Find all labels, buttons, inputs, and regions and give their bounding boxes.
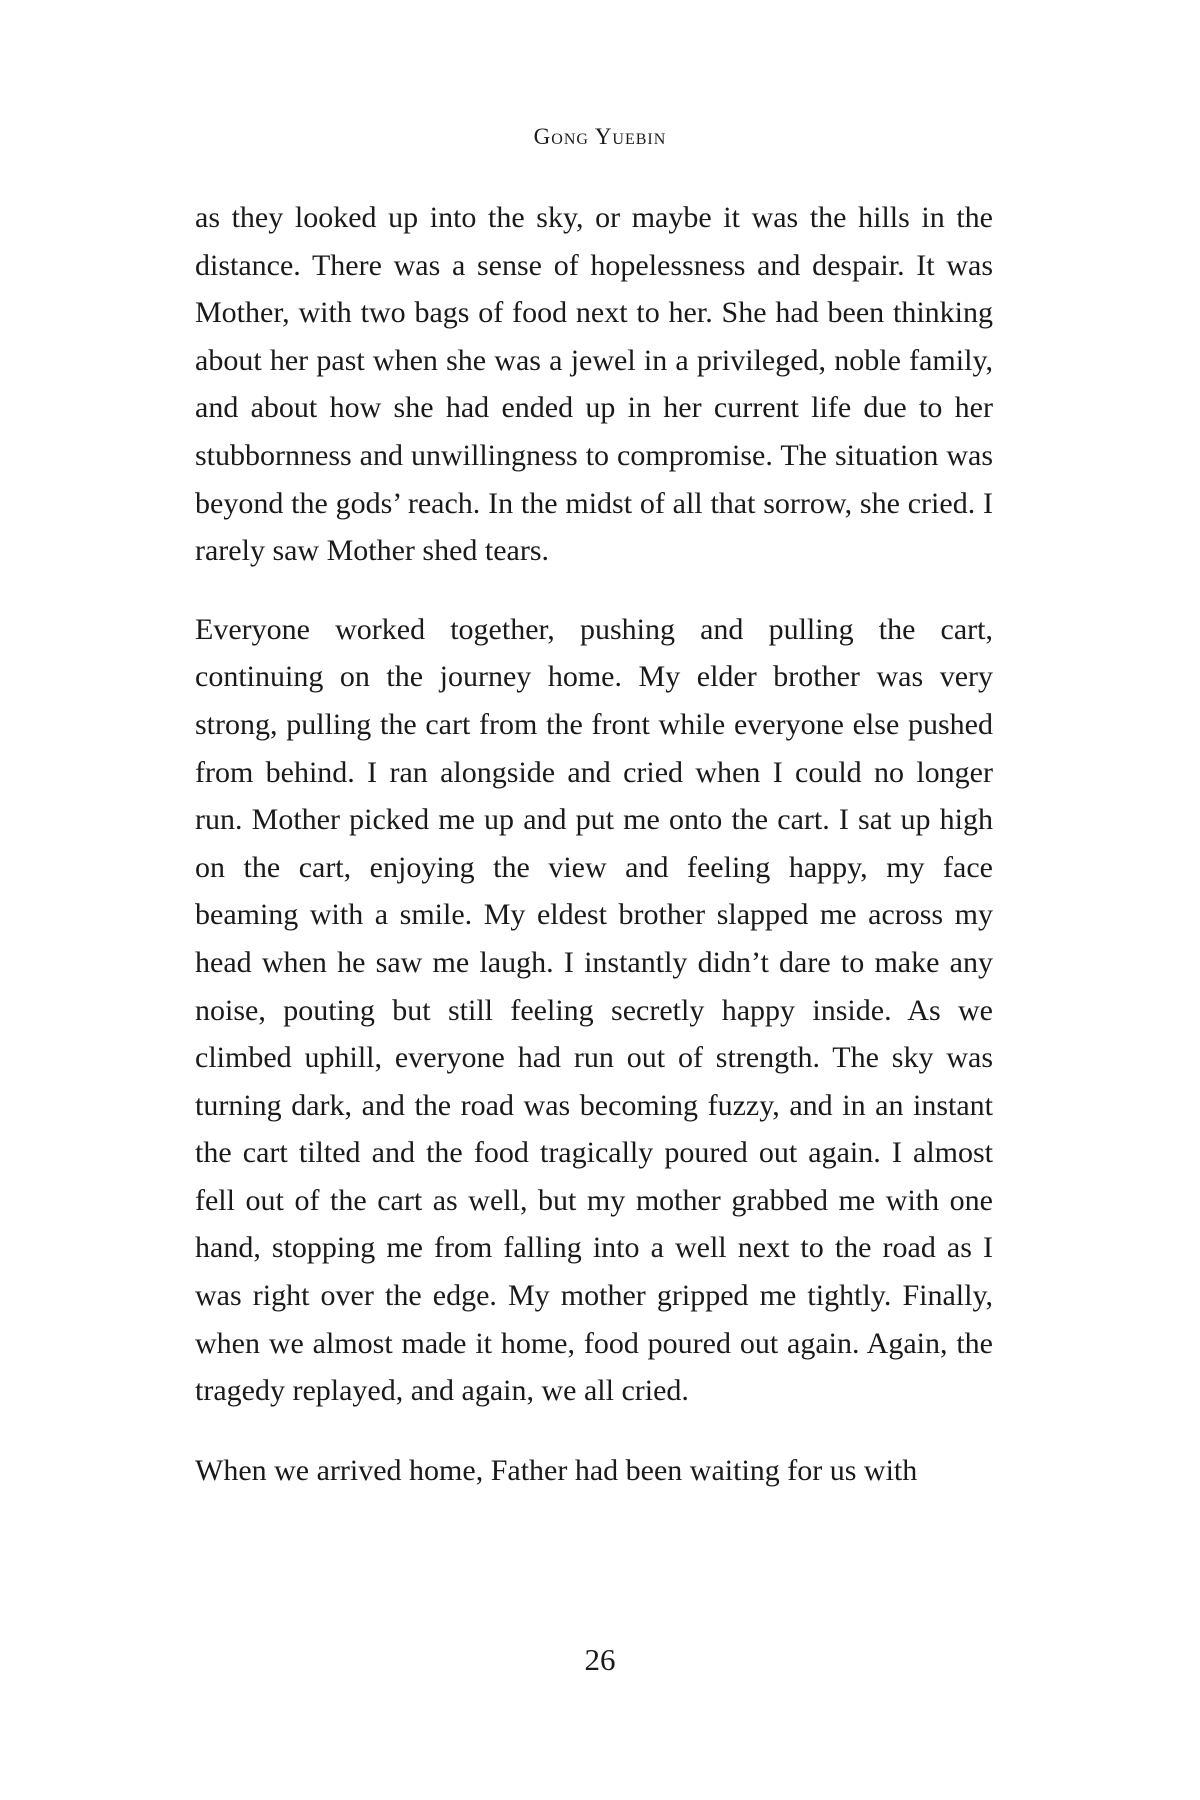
paragraph: Everyone worked together, pushing and pulling the cart, continuing on the journey home. My elder brother was very strong, pulling the cart from the front while everyone else pushed from behind. I ran alongside and cried when I could no longer run. Mother picked me up and put me onto the cart. I sat up high on the cart, enjoying the view and feeling happy, my face beaming with a smile. My eldest brother slapped me across my head when he saw me laugh. I instantly didn’t dare to make any noise, pouting but still feeling secretly happy inside. As we climbed uphill, everyone had run out of strength. The sky was turning dark, and the road was becoming fuzzy, and in an instant the cart tilted and the food tragically poured out again. I almost fell out of the cart as well, but my mother grabbed me with one hand, stopping me from falling into a well next to the road as I was right over the edge. My mother gripped me tightly. Finally, when we almost made it home, food poured out again. Again, the tragedy replayed, and again, we all cried. <box>195 612 993 1408</box>
page-number: 26 <box>584 1642 616 1677</box>
body-text <box>195 194 993 1494</box>
paragraph: as they looked up into the sky, or maybe it was the hills in the distance. There was a sense of hopelessness and despair. It was Mother, with two bags of food next to her. She had been thinking about her past when she was a jewel in a privileged, noble family, and about how she had ended up in her current life due to her stubbornness and unwillingness to compromise. The situation was beyond the gods’ reach. In the midst of all that sorrow, she cried. I rarely saw Mother shed tears. <box>195 201 993 568</box>
paragraph: When we arrived home, Father had been waiting for us with <box>195 1453 918 1487</box>
running-head: Gong Yuebin <box>533 124 667 149</box>
